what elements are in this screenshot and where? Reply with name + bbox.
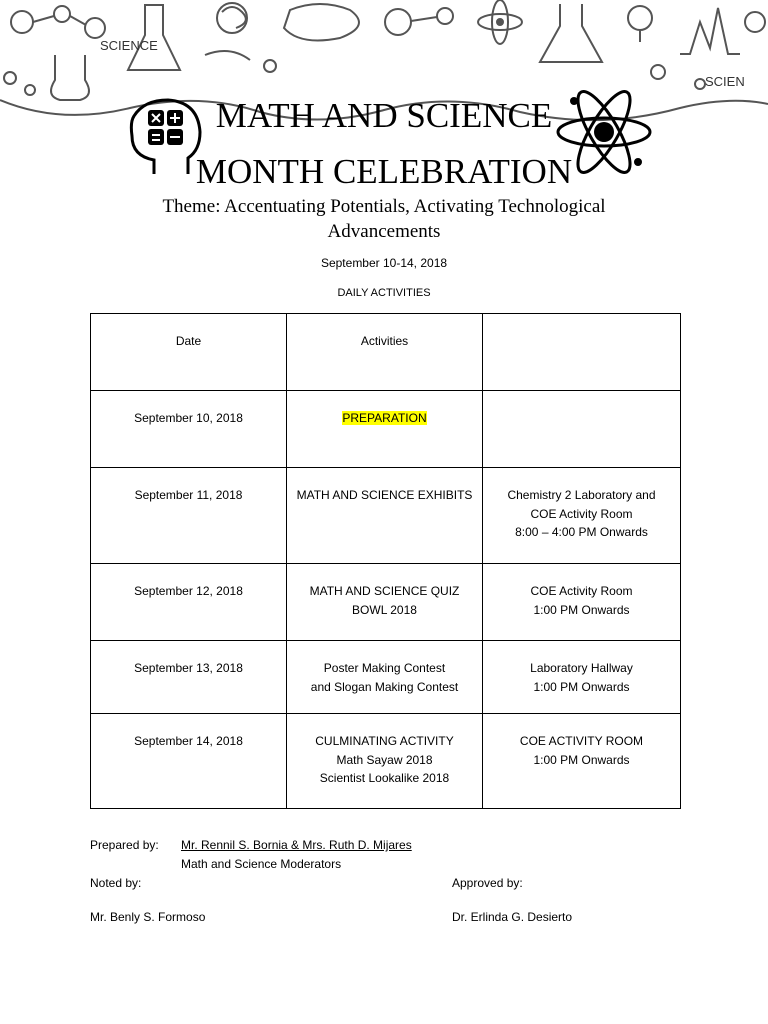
- row-venue: [483, 564, 681, 641]
- prepared-by-role: Math and Science Moderators: [181, 857, 342, 871]
- activities-table: [90, 313, 681, 809]
- header-date: Date: [91, 314, 287, 391]
- prepared-by-names: Mr. Rennil S. Bornia & Mrs. Ruth D. Mijares: [181, 838, 412, 852]
- row-date: September 12, 2018: [91, 564, 287, 641]
- noted-by-label: Noted by:: [90, 876, 142, 890]
- banner-label-scien: SCIEN: [705, 74, 745, 89]
- venue-line: Chemistry 2 Laboratory and: [507, 488, 656, 502]
- venue-time: 1:00 PM Onwards: [533, 752, 630, 767]
- activity-line: Poster Making Contest: [323, 661, 446, 675]
- table-row: [91, 468, 681, 564]
- row-venue: [483, 468, 681, 564]
- venue-time: 1:00 PM Onwards: [533, 679, 630, 694]
- row-activity: [287, 641, 483, 714]
- venue-line: Laboratory Hallway: [530, 661, 633, 675]
- banner-label-science: SCIENCE: [100, 38, 158, 53]
- row-activity: [287, 564, 483, 641]
- activity-preparation-highlight: PREPARATION: [342, 411, 427, 425]
- table-row: [91, 714, 681, 809]
- row-date: September 13, 2018: [91, 641, 287, 714]
- row-venue: [483, 391, 681, 468]
- title-line-1: MATH AND SCIENCE: [215, 96, 553, 135]
- row-date: September 11, 2018: [91, 468, 287, 564]
- header-venue: [483, 314, 681, 391]
- activity-line: MATH AND SCIENCE QUIZ: [309, 584, 460, 598]
- activity-line: BOWL 2018: [352, 602, 417, 617]
- noted-by-name: Mr. Benly S. Formoso: [90, 910, 206, 924]
- row-date: September 10, 2018: [91, 391, 287, 468]
- table-row: [91, 391, 681, 468]
- daily-activities-heading: DAILY ACTIVITIES: [337, 287, 431, 299]
- activity-line: Math Sayaw 2018: [336, 752, 433, 767]
- row-activity: [287, 468, 483, 564]
- activity-line: CULMINATING ACTIVITY: [315, 734, 454, 748]
- venue-line: COE Activity Room: [530, 584, 633, 598]
- theme-text: Theme: Accentuating Potentials, Activating Technological Advancements: [162, 196, 606, 242]
- approved-by-label: Approved by:: [452, 876, 523, 890]
- venue-line: COE ACTIVITY ROOM: [519, 734, 644, 748]
- header-activities: Activities: [287, 314, 483, 391]
- title-line-2: MONTH CELEBRATION: [195, 152, 573, 191]
- row-venue: [483, 714, 681, 809]
- activity-line: MATH AND SCIENCE EXHIBITS: [296, 488, 473, 502]
- table-header-row: [91, 314, 681, 391]
- row-activity: [287, 714, 483, 809]
- approved-by-name: Dr. Erlinda G. Desierto: [452, 910, 573, 924]
- activity-line: Scientist Lookalike 2018: [319, 771, 450, 785]
- venue-line: COE Activity Room: [530, 506, 633, 521]
- table-row: [91, 564, 681, 641]
- row-date: September 14, 2018: [91, 714, 287, 809]
- date-range: September 10-14, 2018: [320, 256, 448, 270]
- row-activity: [287, 391, 483, 468]
- row-venue: [483, 641, 681, 714]
- prepared-by-label: Prepared by:: [90, 838, 159, 852]
- activity-line: and Slogan Making Contest: [310, 679, 459, 694]
- table-row: [91, 641, 681, 714]
- venue-time: 1:00 PM Onwards: [533, 602, 630, 617]
- venue-time: 8:00 – 4:00 PM Onwards: [515, 525, 648, 539]
